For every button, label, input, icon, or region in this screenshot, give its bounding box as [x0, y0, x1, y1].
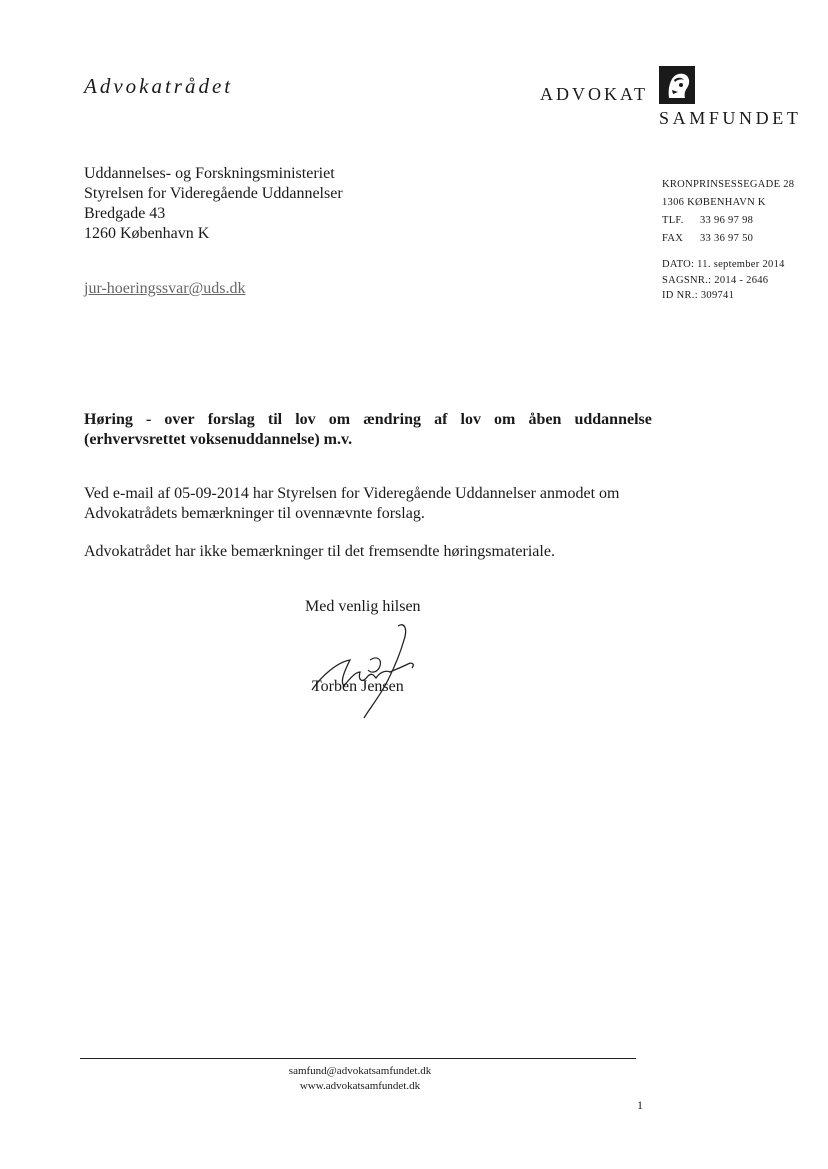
logo-word-advokat: ADVOKAT	[540, 84, 648, 104]
fax-label: FAX	[662, 233, 684, 244]
recipient-email-link[interactable]: jur-hoeringssvar@uds.dk	[84, 280, 246, 297]
phone-number: 33 96 97 98	[700, 215, 754, 226]
logo-word-samfundet: SAMFUNDET	[659, 108, 802, 128]
closing-greeting: Med venlig hilsen	[305, 598, 421, 615]
sender-street: KRONPRINSESSEGADE 28	[662, 179, 795, 190]
id-number: ID NR.: 309741	[662, 290, 735, 301]
subject-word: forslag	[207, 411, 255, 428]
subject-word: -	[145, 411, 152, 428]
footer-divider	[80, 1058, 636, 1059]
page-number: 1	[637, 1098, 643, 1112]
signer-name: Torben Jensen	[312, 678, 404, 695]
fax-number: 33 36 97 50	[700, 233, 754, 244]
subject-word: uddannelse	[574, 411, 652, 428]
phone-label: TLF.	[662, 215, 684, 226]
footer-contact	[240, 1064, 480, 1094]
footer-website: www.advokatsamfundet.dk	[299, 1080, 421, 1092]
sender-address	[662, 176, 794, 248]
subject-word: ændring	[363, 411, 421, 428]
footer-email: samfund@advokatsamfundet.dk	[288, 1065, 432, 1077]
subject-line-1	[84, 410, 652, 430]
subject-word: til	[267, 411, 283, 428]
org-title: Advokatrådet	[84, 74, 234, 98]
subject-word: lov	[295, 411, 316, 428]
sender-phone-row	[662, 212, 794, 230]
subject-line-2: (erhvervsrettet voksenuddannelse) m.v.	[84, 431, 353, 448]
recipient-line: Bredgade 43	[84, 205, 166, 222]
recipient-line: Styrelsen for Videregående Uddannelser	[84, 185, 343, 202]
subject-heading	[84, 410, 652, 450]
subject-word: lov	[460, 411, 481, 428]
case-number: SAGSNR.: 2014 - 2646	[662, 274, 769, 286]
letter-date: DATO: 11. september 2014	[662, 259, 785, 270]
body-paragraph: Ved e-mail af 05-09-2014 har Styrelsen for Videregående Uddannelser anmodet om Advokatrådets bemærkninger til ovennævnte forslag.	[84, 485, 620, 522]
letter-meta	[662, 257, 785, 304]
subject-word: åben	[528, 411, 562, 428]
subject-word: om	[494, 411, 516, 428]
subject-word: af	[434, 411, 448, 428]
recipient-line: Uddannelses- og Forskningsministeriet	[84, 165, 335, 182]
subject-word: om	[328, 411, 351, 428]
body-paragraph: Advokatrådet har ikke bemærkninger til det fremsendte høringsmateriale.	[84, 543, 555, 560]
subject-word: Høring	[84, 411, 133, 428]
sender-fax-row	[662, 230, 794, 248]
emblem-icon	[659, 66, 695, 104]
sender-city: 1306 KØBENHAVN K	[662, 197, 766, 208]
recipient-address	[84, 164, 343, 244]
recipient-line: 1260 København K	[84, 225, 210, 242]
subject-word: over	[164, 411, 195, 428]
handwritten-signature	[300, 620, 430, 720]
